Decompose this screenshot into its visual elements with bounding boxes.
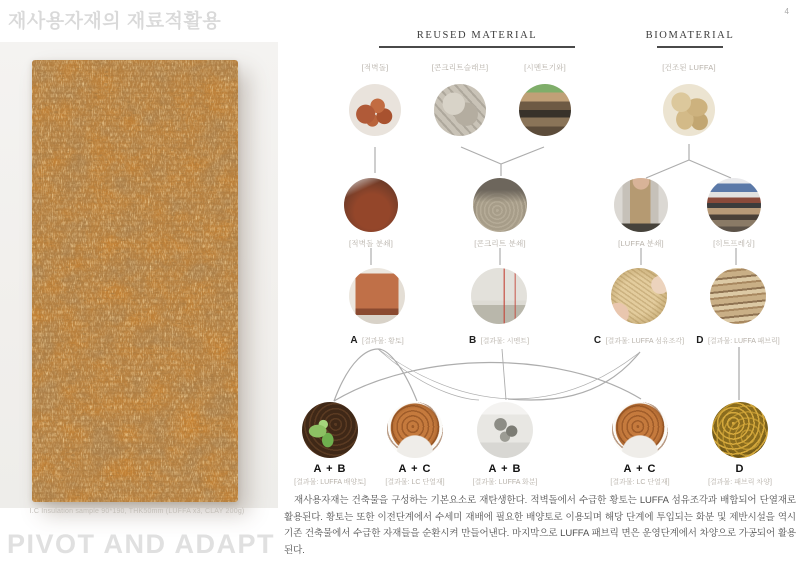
result-c-photo: [611, 268, 667, 324]
luffa-insulation-sample-image: [32, 60, 238, 502]
description-paragraph: 재사용자재는 건축물을 구성하는 기본요소로 재탄생한다. 적벽돌에서 수급한 황토는 LUFFA 섬유조각과 배합되어 단열재로 활용된다. 황토는 또한 이전단계에서 수세미 재배에 필요한 배양토로 이용되며 해당 단계에 투입되는 화분 및 제반시설을 역시 기존 건축물에서 수급한 자재들을 순환시켜 만들어낸다. 마지막으로 LUFFA 패브릭 면은 운영단계에서 차양으로 가공되어 활용된다.: [284, 495, 796, 556]
fabric-awning-photo: [712, 402, 768, 458]
result-c-label: [결과물: LUFFA 섬유조각]: [605, 338, 685, 345]
combo-4-label: [결과물: LC 단열재]: [610, 479, 670, 486]
node-result-d: [678, 268, 798, 348]
dried-luffa-photo: [663, 84, 715, 136]
combo-5-letters: D: [735, 463, 745, 475]
page-title: 재사용자재의 재료적활용: [8, 11, 222, 32]
result-b-label: [결과물: 시멘트]: [480, 338, 530, 345]
cement-tile-photo: [519, 84, 571, 136]
combo-3-label: [결과물: LUFFA 화분]: [472, 479, 538, 486]
combo-4-letters: A + C: [623, 463, 657, 475]
combo-5-label: [결과물: 패브릭 차양]: [708, 479, 772, 486]
result-d-label: [결과물: LUFFA 패브릭]: [707, 338, 780, 345]
result-a-letter: A: [350, 335, 358, 346]
cement-tile-label: [시멘트기와]: [524, 63, 566, 72]
combo-1-label: [결과물: LUFFA 배양토]: [294, 479, 366, 486]
combo-3-letters: A + B: [488, 463, 522, 475]
concrete-slab-photo: [434, 84, 486, 136]
header-biomaterial-underline: [657, 46, 723, 48]
node-heat-pressing: [674, 178, 794, 249]
luffa-pot-photo: [477, 402, 533, 458]
red-brick-photo: [349, 84, 401, 136]
node-dried-luffa: [629, 62, 749, 136]
combo-2-label: [결과물: LC 단열재]: [385, 479, 445, 486]
result-d-photo: [710, 268, 766, 324]
node-brick-crushing: [311, 178, 431, 249]
result-c-letter: C: [593, 335, 602, 346]
heat-pressing-photo: [707, 178, 761, 232]
brick-crushing-photo: [344, 178, 398, 232]
brick-crushing-label: [적벽돌 분쇄]: [348, 239, 394, 248]
lc-insulation-photo-1: [387, 402, 443, 458]
combo-1-letters: A + B: [313, 463, 347, 475]
concrete-crushing-label: [콘크리트 분쇄]: [474, 239, 526, 248]
cultivation-soil-photo: [302, 402, 358, 458]
header-reused-material: REUSED MATERIAL: [416, 30, 538, 41]
combo-2-letters: A + C: [398, 463, 432, 475]
node-combo-fabric-awning: [680, 402, 800, 487]
result-b-letter: B: [468, 335, 477, 346]
node-combo-luffa-pot: [445, 402, 565, 487]
node-result-b: [439, 268, 559, 348]
node-cement-tile: [485, 62, 605, 136]
node-concrete-crushing: [440, 178, 560, 249]
result-a-label: [결과물: 황토]: [362, 338, 404, 345]
heat-pressing-label: [히트프레싱]: [713, 239, 755, 248]
insulation-sample-photo: [0, 42, 278, 508]
dried-luffa-label: [건조된 LUFFA]: [662, 63, 716, 72]
concrete-slab-label: [콘크리트슬래브]: [431, 63, 489, 72]
concrete-crushing-photo: [473, 178, 527, 232]
result-b-photo: [471, 268, 527, 324]
header-biomaterial: BIOMATERIAL: [645, 30, 735, 41]
node-result-a: [317, 268, 437, 348]
header-reused-underline: [379, 46, 575, 48]
luffa-crushing-label: [LUFFA 분쇄]: [618, 239, 664, 248]
sample-caption: I.C Insulation sample 90*190, THK50mm (LUFFA x3, CLAY 200g): [29, 508, 245, 515]
result-d-letter: D: [696, 335, 704, 346]
red-brick-label: [적벽돌]: [361, 63, 389, 72]
footer-slogan: PIVOT AND ADAPT: [7, 529, 276, 559]
result-a-photo: [349, 268, 405, 324]
page-number: 4: [784, 7, 789, 16]
luffa-crushing-photo: [614, 178, 668, 232]
lc-insulation-photo-2: [612, 402, 668, 458]
